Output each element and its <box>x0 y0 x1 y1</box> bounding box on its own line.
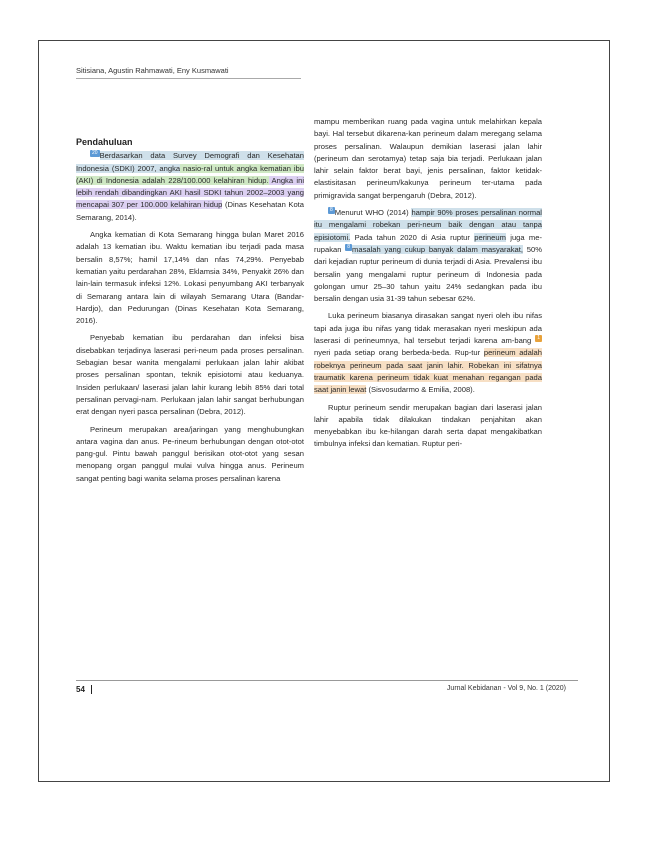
highlighted-text[interactable]: hampir 90% proses persalinan normal itu mengalami robekan peri-neum baik dengan atau tanpa episiotomi. <box>314 208 542 242</box>
paragraph <box>76 332 304 418</box>
highlighted-text[interactable]: nasio-ral untuk angka kematian ibu (AKI) di Indonesia adalah 228/100.000 kelahiran hidup. <box>76 163 304 185</box>
paragraph-text: Menurut WHO (2014) <box>334 208 412 218</box>
section-heading: Pendahuluan <box>76 137 133 147</box>
paragraph <box>76 150 304 224</box>
highlighted-text[interactable]: perineum <box>474 232 506 242</box>
annotation-marker[interactable]: 20 <box>92 150 98 157</box>
page-footer <box>76 680 578 695</box>
left-column-body <box>76 150 304 485</box>
right-column-body <box>314 116 542 451</box>
paragraph-text: (Dinas Kesehatan Kota Semarang, 2014). <box>76 200 304 222</box>
highlighted-text[interactable]: Angka ini lebih rendah dibandingkan AKI hasil SDKI tahun 2002–2003 yang mencapai 307 per 100.000 kelahiran hidup <box>76 175 304 210</box>
annotation-marker[interactable]: 8 <box>330 207 333 214</box>
running-head: Sitisiana, Agustin Rahmawati, Eny Kusmawati <box>76 66 301 79</box>
paragraph <box>314 207 542 305</box>
page-number: 54 <box>76 685 92 694</box>
paragraph-text: juga me-rupakan <box>314 232 543 254</box>
paragraph-text: Luka perineum biasanya dirasakan sangat nyeri oleh ibu nifas tapi ada juga ibu nifas yang tidak merasakan nyeri meskipun ada laserasi di perineumnya, hal tersebut terjadi karena am-bang <box>314 311 542 346</box>
paragraph-text: Perineum merupakan area/jaringan yang menghubungkan antara vagina dan anus. Pe-rineum berhubungan dengan otot-otot pang-gul. Pintu bawah panggul berisikan otot-otot yang sesan menopang organ panggul mulai vulva hingga anus. Perineum sangat penting bagi wanita selama proses persalinan karena <box>76 424 304 483</box>
annotation-marker[interactable]: 1 <box>537 335 540 342</box>
highlighted-text[interactable]: perineum adalah robeknya perineum pada saat janin lahir. Robekan ini sifatnya traumatik karena perineum tidak kuat menahan regangan pada saat janin lewat <box>314 348 543 395</box>
paragraph <box>76 229 304 327</box>
paragraph <box>314 310 542 396</box>
highlighted-text[interactable]: Berdasarkan data Survey Demografi dan Kesehatan Indonesia (SDKI) 2007, angka <box>76 151 304 173</box>
paragraph-text: nyeri pada setiap orang berbeda-beda. Rup-tur <box>314 348 484 358</box>
paragraph <box>76 424 304 485</box>
paragraph-text: Angka kematian di Kota Semarang hingga bulan Maret 2016 adalah 13 kematian ibu. Waktu kematian ibu terjadi pada masa bersalin 8,57%; hamil 17,14% dan nfas 74,29%. Penyebab kematian yaitu perdarahan 28%, Eklamsia 34%, Penyakit 26% dan lain-lain termasuk infeksi 12%. Lokasi penyumbang AKI terbanyak di Semarang antara lain di wilayah Semarang Utara (Bandar-Hardjo), dan Pedurungan (Dinas Kesehatan Kota Semarang, 2016). <box>76 230 304 326</box>
paragraph <box>314 116 542 202</box>
paragraph-text: 50% dari kejadian ruptur perineum di dunia terjadi di Asia. Prevalensi ibu bersalin yang mengalami ruptur perineum di Indonesia pada golongan umur 25–30 tahun yaitu 24% sedangkan pada ibu bersalin dengan usia 31-39 tahun sebesar 62%. <box>314 244 542 304</box>
paragraph-text: Pada tahun 2020 di Asia ruptur <box>350 232 475 242</box>
annotation-marker[interactable]: 8 <box>347 243 351 250</box>
paragraph-text: Ruptur perineum sendir merupakan bagian dari laserasi jalan lahir apabila tidak dilakukan tindakan penjahitan akan menyebabkan ibu ke-hilangan darah serta dapat mengakibatkan timbulnya infeksi dan kematian. Ruptur peri- <box>314 402 542 449</box>
highlighted-text[interactable]: masalah yang cukup banyak dalam masyarakat, <box>352 244 523 254</box>
paragraph-text: mampu memberikan ruang pada vagina untuk melahirkan kepala bayi. Hal tersebut dikarena-kan perineum dalam meregang selama proses persalinan. Walaupun demikian laserasi jalan lahir (perineum dan serotamya) tetap saja bia terjadi. Perlukaan jalan lahir selain faktor berat bayi, jenis persalinan, faktor ketidak-elastisitasan perineum/kakunya perineum ter-utama pada primigravida sangat berpengaruh (Debra, 2012). <box>314 117 542 200</box>
paragraph-text: Penyebab kematian ibu perdarahan dan infeksi bisa disebabkan terjadinya laserasi peri-neum pada proses persalinan. Sebagian besar wanita mengalami perlukaan jalan lahir akibat proses persalinan spontan, teknik episiotomi atau keduanya. Insiden perlukaan/ laserasi jalan lahir kurang lebih 85% dari total persalinan pervagi-nam. Perlukaan jalan lahir sangat berhubungan erat dengan nyeri pasca persalinan (Debra, 2012). <box>76 333 304 417</box>
journal-citation: Jurnal Kebidanan - Vol 9, No. 1 (2020) <box>446 685 566 692</box>
right-column <box>314 116 542 456</box>
left-column <box>76 136 304 490</box>
paragraph <box>314 402 542 451</box>
paragraph-text: (Sisvosudarmo & Emilia, 2008). <box>366 385 475 395</box>
